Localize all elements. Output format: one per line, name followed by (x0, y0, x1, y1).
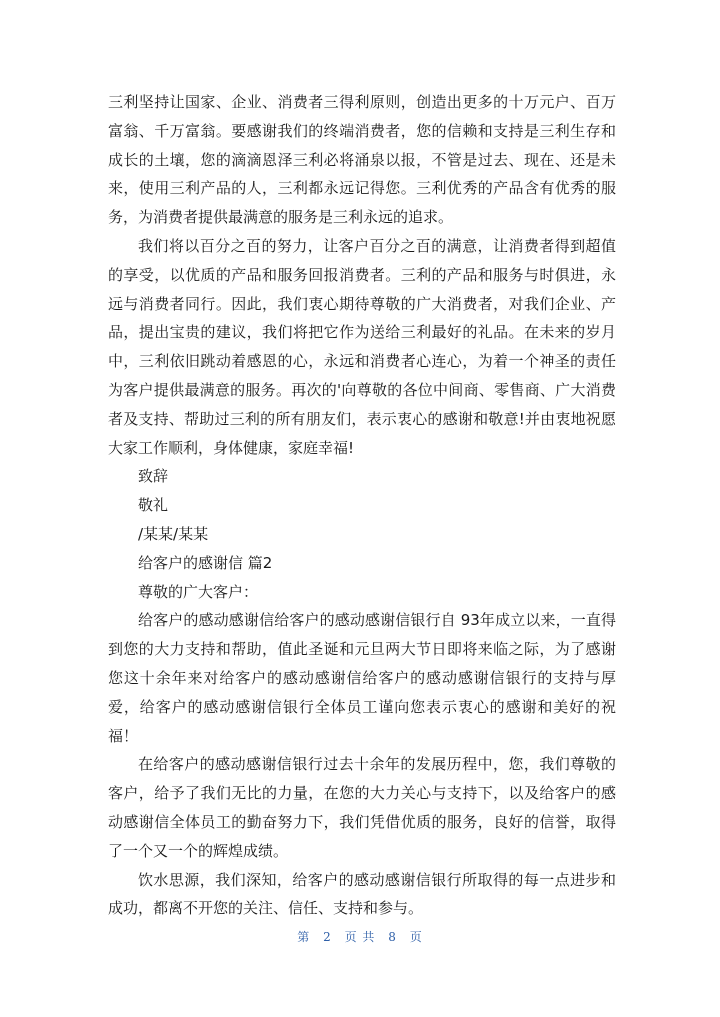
footer-middle: 页 共 (344, 930, 376, 944)
footer-current-page: 2 (323, 930, 332, 944)
footer-total-pages: 8 (388, 930, 397, 944)
page-footer (0, 928, 720, 945)
paragraph-4: 在给客户的感动感谢信银行过去十余年的发展历程中，您，我们尊敬的客户，给予了我们无比的力量，在您的大力关心与支持下，以及给客户的感动感谢信全体员工的勤奋努力下，我们凭借优质的服务，良好的信誉，取得了一个又一个的辉煌成绩。 (108, 755, 616, 860)
closing-line-1: 致辞 (138, 467, 169, 486)
closing-line-2: 敬礼 (138, 496, 169, 515)
footer-prefix: 第 (297, 930, 311, 944)
paragraph-1: 三利坚持让国家、企业、消费者三得利原则，创造出更多的十万元户、百万富翁、千万富翁。要感谢我们的终端消费者，您的信赖和支持是三利生存和成长的土壤，您的滴滴恩泽三利必将涌泉以报，不管是过去、现在、还是未来，使用三利产品的人，三利都永远记得您。三利优秀的产品含有优秀的服务，为消费者提供最满意的服务是三利永远的追求。 (108, 93, 616, 227)
paragraph-3: 给客户的感动感谢信给客户的感动感谢信银行自 93年成立以来，一直得到您的大力支持和帮助，值此圣诞和元旦两大节日即将来临之际，为了感谢您这十余年来对给客户的感动感谢信给客户的感动感谢信银行的支持与厚爱，给客户的感动感谢信银行全体员工谨向您表示衷心的感谢和美好的祝福！ (108, 611, 616, 745)
footer-suffix: 页 (409, 930, 423, 944)
paragraph-5: 饮水思源，我们深知，给客户的感动感谢信银行所取得的每一点进步和成功，都离不开您的关注、信任、支持和参与。 (108, 870, 616, 918)
document-body (108, 88, 616, 923)
paragraph-2: 我们将以百分之百的努力，让客户百分之百的满意，让消费者得到超值的享受，以优质的产品和服务回报消费者。三利的产品和服务与时俱进，永远与消费者同行。因此，我们衷心期待尊敬的广大消费者，对我们企业、产品，提出宝贵的建议，我们将把它作为送给三利最好的礼品。在未来的岁月中，三利依旧跳动着感恩的心，永远和消费者心连心，为着一个神圣的责任为客户提供最满意的服务。再次的'向尊敬的各位中间商、零售商、广大消费者及支持、帮助过三利的所有朋友们，表示衷心的感谢和敬意!并由衷地祝愿大家工作顺利，身体健康，家庭幸福! (108, 236, 616, 457)
signature-line: /某某/某某 (138, 524, 209, 543)
salutation: 尊敬的广大客户： (138, 582, 259, 601)
section-heading: 给客户的感谢信 篇2 (138, 553, 273, 572)
